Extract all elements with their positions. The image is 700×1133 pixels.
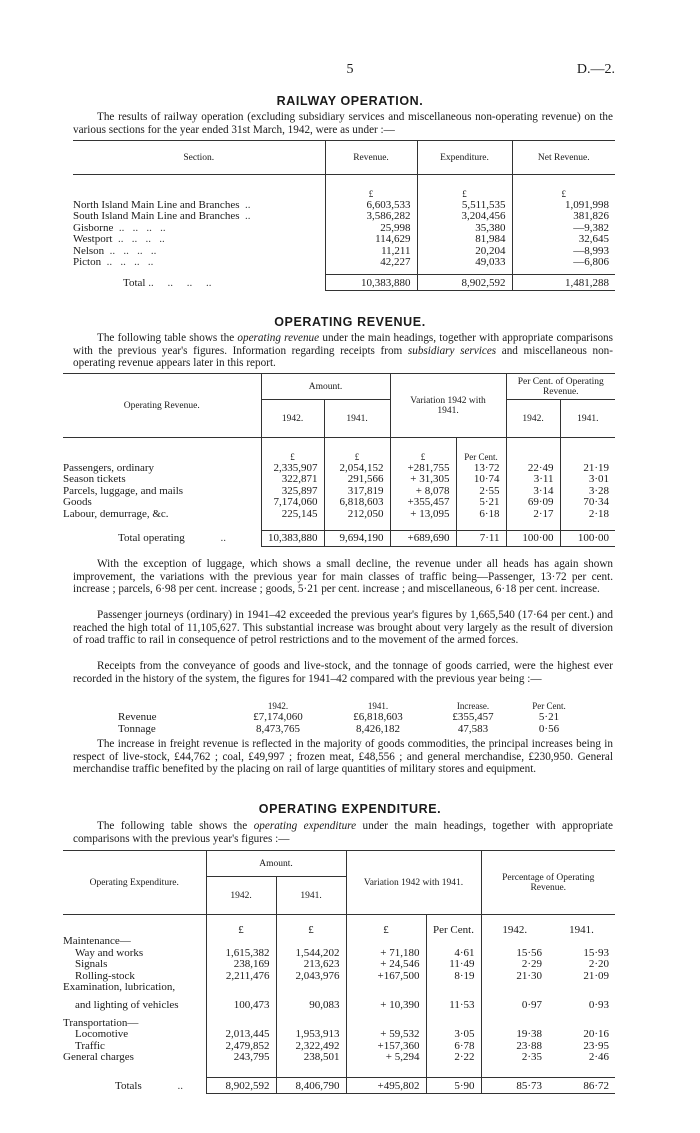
section-revenue: 11,211 xyxy=(325,246,417,258)
expenditure-p1942: 19·38 xyxy=(481,1029,548,1041)
expenditure-var: + 59,532 xyxy=(346,1029,426,1041)
section-name: South Island Main Line and Branches xyxy=(73,210,240,222)
expenditure-p1942: 21·30 xyxy=(481,971,548,983)
expenditure-label-cell xyxy=(63,994,206,1018)
expenditure-a1942: 100,473 xyxy=(206,994,276,1018)
expenditure-var xyxy=(346,936,426,948)
expenditure-var: + 5,294 xyxy=(346,1052,426,1064)
expenditure-label: General charges xyxy=(63,1051,134,1063)
section-revenue: 3,586,282 xyxy=(325,211,417,223)
goods-inc: 47,583 xyxy=(457,723,489,735)
column-header-pct-1942: 1942. xyxy=(506,400,560,438)
expenditure-row xyxy=(63,1052,615,1064)
column-header-operating-revenue: Operating Revenue. xyxy=(63,374,261,438)
expenditure-var: + 71,180 xyxy=(346,948,426,960)
expenditure-label-cell xyxy=(63,982,206,994)
column-header-1941: 1941. xyxy=(324,400,390,438)
expenditure-varpc xyxy=(426,982,481,994)
goods-pc: 0·56 xyxy=(538,723,560,735)
revenue-p1942: 3·11 xyxy=(506,474,560,486)
currency-row xyxy=(63,925,615,937)
goods-v1942: 8,473,765 xyxy=(256,723,300,735)
goods-header-1941: 1941. xyxy=(367,700,389,711)
revenue-var: + 13,095 xyxy=(390,509,456,521)
expenditure-var: +167,500 xyxy=(346,971,426,983)
expenditure-p1942 xyxy=(481,936,548,948)
expenditure-p1942: 2·35 xyxy=(481,1052,548,1064)
expenditure-row xyxy=(63,994,615,1018)
expenditure-a1942: 2,211,476 xyxy=(206,971,276,983)
pct-subheader-1941: 1941. xyxy=(569,923,594,936)
expenditure-p1942: 15·56 xyxy=(481,948,548,960)
column-header-percent-of-revenue: Per Cent. of Operating Revenue. xyxy=(506,374,615,400)
expenditure-row xyxy=(63,936,615,948)
currency-symbol: £ xyxy=(276,925,346,937)
currency-symbol: £ xyxy=(512,189,615,200)
goods-comparison-table xyxy=(118,700,580,735)
section-revenue: 6,603,533 xyxy=(325,200,417,212)
railway-total-row: Total .. .. .. .. 10,383,880 8,902,592 1,481,288 xyxy=(73,275,615,291)
intro-text: The following table shows the xyxy=(97,820,254,832)
intro-emphasis: operating revenue xyxy=(237,332,320,344)
revenue-paragraph-1 xyxy=(73,558,613,596)
expenditure-p1941: 20·16 xyxy=(583,1028,609,1040)
section-expenditure: 49,033 xyxy=(417,257,512,269)
goods-header-per-cent: Per Cent. xyxy=(532,700,566,711)
section-revenue: 114,629 xyxy=(325,234,417,246)
expenditure-varpc: 6·78 xyxy=(426,1041,481,1053)
expenditure-varpc: 2·22 xyxy=(426,1052,481,1064)
per-cent-label: Per Cent. xyxy=(456,452,506,463)
paragraph-text: Passenger journeys (ordinary) in 1941–42 exceeded the previous year's figures by 1,665,540 (17·64 per cent.) and reached the high total of 11,105,627. This substantial increase was brought about very largely as the result of diversion of road traffic to rail in consequence of petrol restrictions and to the movement of the armed forces. xyxy=(73,609,613,646)
railway-intro-text: The results of railway operation (excluding subsidiary services and miscellaneous non-operating revenue) on the various sections for the year ended 31st March, 1942, were as under :— xyxy=(73,111,613,136)
expenditure-p1941 xyxy=(548,936,615,948)
column-header-variation: Variation 1942 with 1941. xyxy=(346,851,481,915)
column-header-operating-expenditure: Operating Expenditure. xyxy=(63,851,206,915)
column-header-section: Section. xyxy=(73,141,325,175)
expenditure-p1942 xyxy=(481,982,548,994)
expenditure-p1942: 23·88 xyxy=(481,1041,548,1053)
currency-symbol: £ xyxy=(346,925,426,937)
section-name: North Island Main Line and Branches xyxy=(73,198,240,211)
revenue-varpc: 6·18 xyxy=(456,509,506,521)
expenditure-p1941: 0·93 xyxy=(588,998,609,1011)
section-net: —8,993 xyxy=(512,246,615,258)
revenue-p1941: 3·01 xyxy=(560,474,615,486)
expenditure-label: Maintenance— xyxy=(63,935,131,947)
railway-intro-paragraph xyxy=(73,111,613,136)
total-1942: 10,383,880 xyxy=(261,530,324,546)
total-expenditure: 8,902,592 xyxy=(417,275,512,291)
intro-text: under the main headings, together with appropriate comparisons with the previous year's figures. Information regarding receipts from xyxy=(73,332,614,357)
expenditure-p1941: 21·09 xyxy=(583,969,609,982)
revenue-a1941: 291,566 xyxy=(324,474,390,486)
railway-operation-title: RAILWAY OPERATION. xyxy=(276,94,424,108)
intro-emphasis: subsidiary services xyxy=(407,344,497,357)
per-cent-label: Per Cent. xyxy=(426,925,481,937)
expenditure-a1942: 2,479,852 xyxy=(206,1041,276,1053)
section-name: Westport xyxy=(73,233,113,245)
intro-text: and miscellaneous non-operating revenue appears later in this report. xyxy=(73,344,613,369)
currency-symbol: £ xyxy=(325,189,417,200)
leader-dots: .. xyxy=(239,210,251,222)
expenditure-a1942 xyxy=(206,936,276,948)
paragraph-text: The increase in freight revenue is reflected in the majority of goods commodities, the principal increases being in respect of live-stock, £44,762 ; coal, £49,997 ; frozen meat, £48,556 ; and general merchandise, £230,950. General merchandise traffic benefited by the placing on rail of large quantities of military stores and equipment. xyxy=(73,738,613,775)
revenue-varpc: 10·74 xyxy=(456,474,506,486)
column-header-net-revenue: Net Revenue. xyxy=(512,141,615,175)
section-name: Gisborne xyxy=(73,221,114,234)
revenue-p1941: 70·34 xyxy=(560,497,615,509)
revenue-a1941: 317,819 xyxy=(324,486,390,498)
expenditure-a1941: 1,544,202 xyxy=(276,948,346,960)
leader-dots: .. .. .. .. xyxy=(113,221,166,234)
expenditure-varpc: 4·61 xyxy=(426,948,481,960)
section-revenue: 42,227 xyxy=(325,257,417,269)
revenue-label: Parcels, luggage, and mails xyxy=(63,484,184,497)
revenue-var: + 8,078 xyxy=(390,486,456,498)
expenditure-label: Locomotive xyxy=(75,1028,129,1040)
expenditure-var xyxy=(346,982,426,994)
expenditure-label: Way and works xyxy=(75,946,144,959)
expenditure-var: + 10,390 xyxy=(346,994,426,1018)
column-header-1942: 1942. xyxy=(261,400,324,438)
expenditure-var: + 24,546 xyxy=(346,959,426,971)
revenue-label-cell xyxy=(63,509,261,521)
revenue-p1942: 2·17 xyxy=(506,509,560,521)
goods-v1941: £6,818,603 xyxy=(353,711,403,723)
goods-row xyxy=(118,711,580,723)
expenditure-a1942: 238,169 xyxy=(206,959,276,971)
expenditure-a1941 xyxy=(276,982,346,994)
operating-revenue-table xyxy=(63,373,615,547)
expenditure-varpc xyxy=(426,936,481,948)
revenue-paragraph-4 xyxy=(73,738,613,776)
page-number: 5 xyxy=(346,62,354,77)
section-expenditure: 81,984 xyxy=(417,234,512,246)
revenue-a1941: 212,050 xyxy=(324,509,390,521)
revenue-var: +355,457 xyxy=(390,497,456,509)
section-name: Nelson xyxy=(73,244,105,257)
expenditure-varpc: 3·05 xyxy=(426,1029,481,1041)
expenditure-a1942: 243,795 xyxy=(206,1052,276,1064)
column-header-1942: 1942. xyxy=(206,877,276,915)
expenditure-p1942: 2·29 xyxy=(481,959,548,971)
section-net: —6,806 xyxy=(512,257,615,269)
revenue-label: Passengers, ordinary xyxy=(63,461,155,474)
total-pct-1941: 86·72 xyxy=(548,1078,615,1094)
expenditure-varpc: 8·19 xyxy=(426,971,481,983)
railway-table-header-row xyxy=(73,141,615,175)
expenditure-p1941: 2·20 xyxy=(588,958,609,970)
expenditure-label: Signals xyxy=(75,958,108,970)
column-header-expenditure: Expenditure. xyxy=(417,141,512,175)
revenue-p1942: 22·49 xyxy=(506,463,560,475)
revenue-varpc: 2·55 xyxy=(456,486,506,498)
revenue-var: +281,755 xyxy=(390,463,456,475)
operating-revenue-title: OPERATING REVENUE. xyxy=(274,315,426,329)
section-name-cell xyxy=(73,257,325,269)
currency-symbol: £ xyxy=(206,925,276,937)
revenue-p1942: 3·14 xyxy=(506,486,560,498)
total-label: Total operating xyxy=(118,532,185,544)
expenditure-a1941: 238,501 xyxy=(276,1052,346,1064)
expenditure-a1941: 2,322,492 xyxy=(276,1041,346,1053)
goods-pc: 5·21 xyxy=(538,711,560,723)
currency-symbol: £ xyxy=(417,189,512,200)
expenditure-label: Rolling-stock xyxy=(75,969,135,982)
section-expenditure: 20,204 xyxy=(417,246,512,258)
goods-header-1942: 1942. xyxy=(267,700,289,711)
expenditure-varpc: 11·49 xyxy=(426,959,481,971)
expenditure-row xyxy=(63,982,615,994)
section-net: 381,826 xyxy=(512,211,615,223)
revenue-var: + 31,305 xyxy=(390,474,456,486)
total-pct-1942: 100·00 xyxy=(506,530,560,546)
revenue-a1941: 2,054,152 xyxy=(324,463,390,475)
revenue-varpc: 13·72 xyxy=(456,463,506,475)
revenue-p1941: 2·18 xyxy=(560,509,615,521)
column-header-amount: Amount. xyxy=(261,374,390,400)
expenditure-a1941: 213,623 xyxy=(276,959,346,971)
expenditure-label: Traffic xyxy=(75,1039,105,1052)
document-reference: D.—2. xyxy=(576,62,615,77)
expenditure-a1941: 2,043,976 xyxy=(276,971,346,983)
expenditure-a1941: 90,083 xyxy=(276,994,346,1018)
revenue-label: Labour, demurrage, &c. xyxy=(63,507,169,520)
revenue-total-row: Total operating .. 10,383,880 9,694,190 +689,690 7·11 100·00 100·00 xyxy=(63,530,615,546)
leader-dots: .. .. .. .. xyxy=(101,256,154,268)
revenue-intro-paragraph xyxy=(73,332,613,370)
goods-label: Revenue xyxy=(118,711,157,723)
operating-expenditure-table xyxy=(63,850,615,1094)
railway-sections-table xyxy=(73,140,615,291)
total-pct-1942: 85·73 xyxy=(481,1078,548,1094)
revenue-a1942: 2,335,907 xyxy=(261,463,324,475)
total-variation-percent: 7·11 xyxy=(456,530,506,546)
total-1941: 8,406,790 xyxy=(276,1078,346,1094)
goods-label: Tonnage xyxy=(118,723,156,735)
expenditure-var: +157,360 xyxy=(346,1041,426,1053)
revenue-row xyxy=(63,509,615,521)
revenue-label-cell xyxy=(63,486,261,498)
currency-symbol: £ xyxy=(390,452,456,463)
expenditure-p1941 xyxy=(548,982,615,994)
paragraph-text: Receipts from the conveyance of goods and live-stock, and the tonnage of goods carried, were the highest ever recorded in the history of the system, the figures for 1941–42 compared with the previous year being :— xyxy=(73,660,613,685)
section-net: —9,382 xyxy=(512,223,615,235)
expenditure-label: and lighting of vehicles xyxy=(75,998,179,1011)
expenditure-row xyxy=(63,959,615,971)
intro-text: The following table shows the xyxy=(97,332,238,344)
section-net: 32,645 xyxy=(512,234,615,246)
expenditure-row xyxy=(63,1029,615,1041)
expenditure-a1942: 1,615,382 xyxy=(206,948,276,960)
section-name: Picton xyxy=(73,256,102,268)
paragraph-text: With the exception of luggage, which shows a small decline, the revenue under all heads has again shown improvement, the variations with the previous year for main classes of traffic being—Passenger, 13·72 per cent. increase ; parcels, 6·98 per cent. increase ; goods, 5·21 per cent. increase ; and miscellaneous, 6·18 per cent. increase. xyxy=(73,558,613,595)
operating-expenditure-title: OPERATING EXPENDITURE. xyxy=(258,802,442,816)
total-1942: 8,902,592 xyxy=(206,1078,276,1094)
expenditure-varpc: 11·53 xyxy=(426,994,481,1018)
total-net-revenue: 1,481,288 xyxy=(512,275,615,291)
currency-symbol: £ xyxy=(324,452,390,463)
section-net: 1,091,998 xyxy=(512,200,615,212)
revenue-p1941: 21·19 xyxy=(560,463,615,475)
expenditure-a1942: 2,013,445 xyxy=(206,1029,276,1041)
expenditure-total-row: Totals .. 8,902,592 8,406,790 +495,802 5·90 85·73 86·72 xyxy=(63,1078,615,1094)
total-1941: 9,694,190 xyxy=(324,530,390,546)
revenue-a1942: 322,871 xyxy=(261,474,324,486)
column-header-revenue: Revenue. xyxy=(325,141,417,175)
currency-symbol: £ xyxy=(261,452,324,463)
expenditure-p1941: 15·93 xyxy=(583,946,609,959)
expenditure-intro-paragraph xyxy=(73,820,613,845)
intro-emphasis: operating expenditure xyxy=(253,820,357,832)
goods-v1941: 8,426,182 xyxy=(356,723,400,735)
section-expenditure: 5,511,535 xyxy=(417,200,512,212)
goods-row xyxy=(118,723,580,735)
revenue-p1941: 3·28 xyxy=(560,486,615,498)
expenditure-p1941: 23·95 xyxy=(583,1039,609,1052)
revenue-a1942: 7,174,060 xyxy=(261,497,324,509)
pct-subheader-1942: 1942. xyxy=(481,925,548,937)
total-variation: +689,690 xyxy=(390,530,456,546)
expenditure-p1942: 0·97 xyxy=(481,994,548,1018)
column-header-1941: 1941. xyxy=(276,877,346,915)
column-header-variation: Variation 1942 with 1941. xyxy=(390,374,506,438)
leader-dots: .. xyxy=(239,198,251,211)
column-header-percentage-of-revenue: Percentage of Operating Revenue. xyxy=(481,851,615,915)
goods-header-increase: Increase. xyxy=(456,700,490,711)
revenue-paragraph-2 xyxy=(73,609,613,647)
railway-section-row xyxy=(73,246,615,258)
total-revenue: 10,383,880 xyxy=(325,275,417,291)
revenue-paragraph-3 xyxy=(73,660,613,685)
revenue-a1941: 6,818,603 xyxy=(324,497,390,509)
total-label: Totals xyxy=(115,1079,142,1092)
expenditure-a1941 xyxy=(276,936,346,948)
section-revenue: 25,998 xyxy=(325,223,417,235)
total-variation: +495,802 xyxy=(346,1078,426,1094)
column-header-pct-1941: 1941. xyxy=(560,400,615,438)
expenditure-p1941: 2·46 xyxy=(588,1051,609,1063)
expenditure-a1942 xyxy=(206,982,276,994)
expenditure-a1941: 1,953,913 xyxy=(276,1029,346,1041)
section-expenditure: 35,380 xyxy=(417,223,512,235)
revenue-varpc: 5·21 xyxy=(456,497,506,509)
revenue-a1942: 325,897 xyxy=(261,486,324,498)
expenditure-label: Examination, lubrication, xyxy=(63,981,176,993)
railway-section-row xyxy=(73,257,615,269)
expenditure-label-cell xyxy=(63,1052,206,1064)
leader-dots: .. .. .. .. xyxy=(112,233,165,245)
revenue-label: Goods xyxy=(63,496,92,508)
goods-v1942: £7,174,060 xyxy=(253,711,303,723)
goods-inc: £355,457 xyxy=(452,711,494,723)
total-pct-1941: 100·00 xyxy=(560,530,615,546)
column-header-amount: Amount. xyxy=(206,851,346,877)
revenue-row xyxy=(63,463,615,475)
revenue-label: Season tickets xyxy=(63,473,126,485)
intro-text: under the main headings, together with appropriate comparisons with the previous year's figures :— xyxy=(73,820,614,845)
total-variation-percent: 5·90 xyxy=(426,1078,481,1094)
section-expenditure: 3,204,456 xyxy=(417,211,512,223)
revenue-p1942: 69·09 xyxy=(506,497,560,509)
expenditure-label: Transportation— xyxy=(63,1016,139,1029)
total-label: Total xyxy=(123,276,146,289)
leader-dots: .. .. .. .. xyxy=(104,244,157,257)
revenue-a1942: 225,145 xyxy=(261,509,324,521)
